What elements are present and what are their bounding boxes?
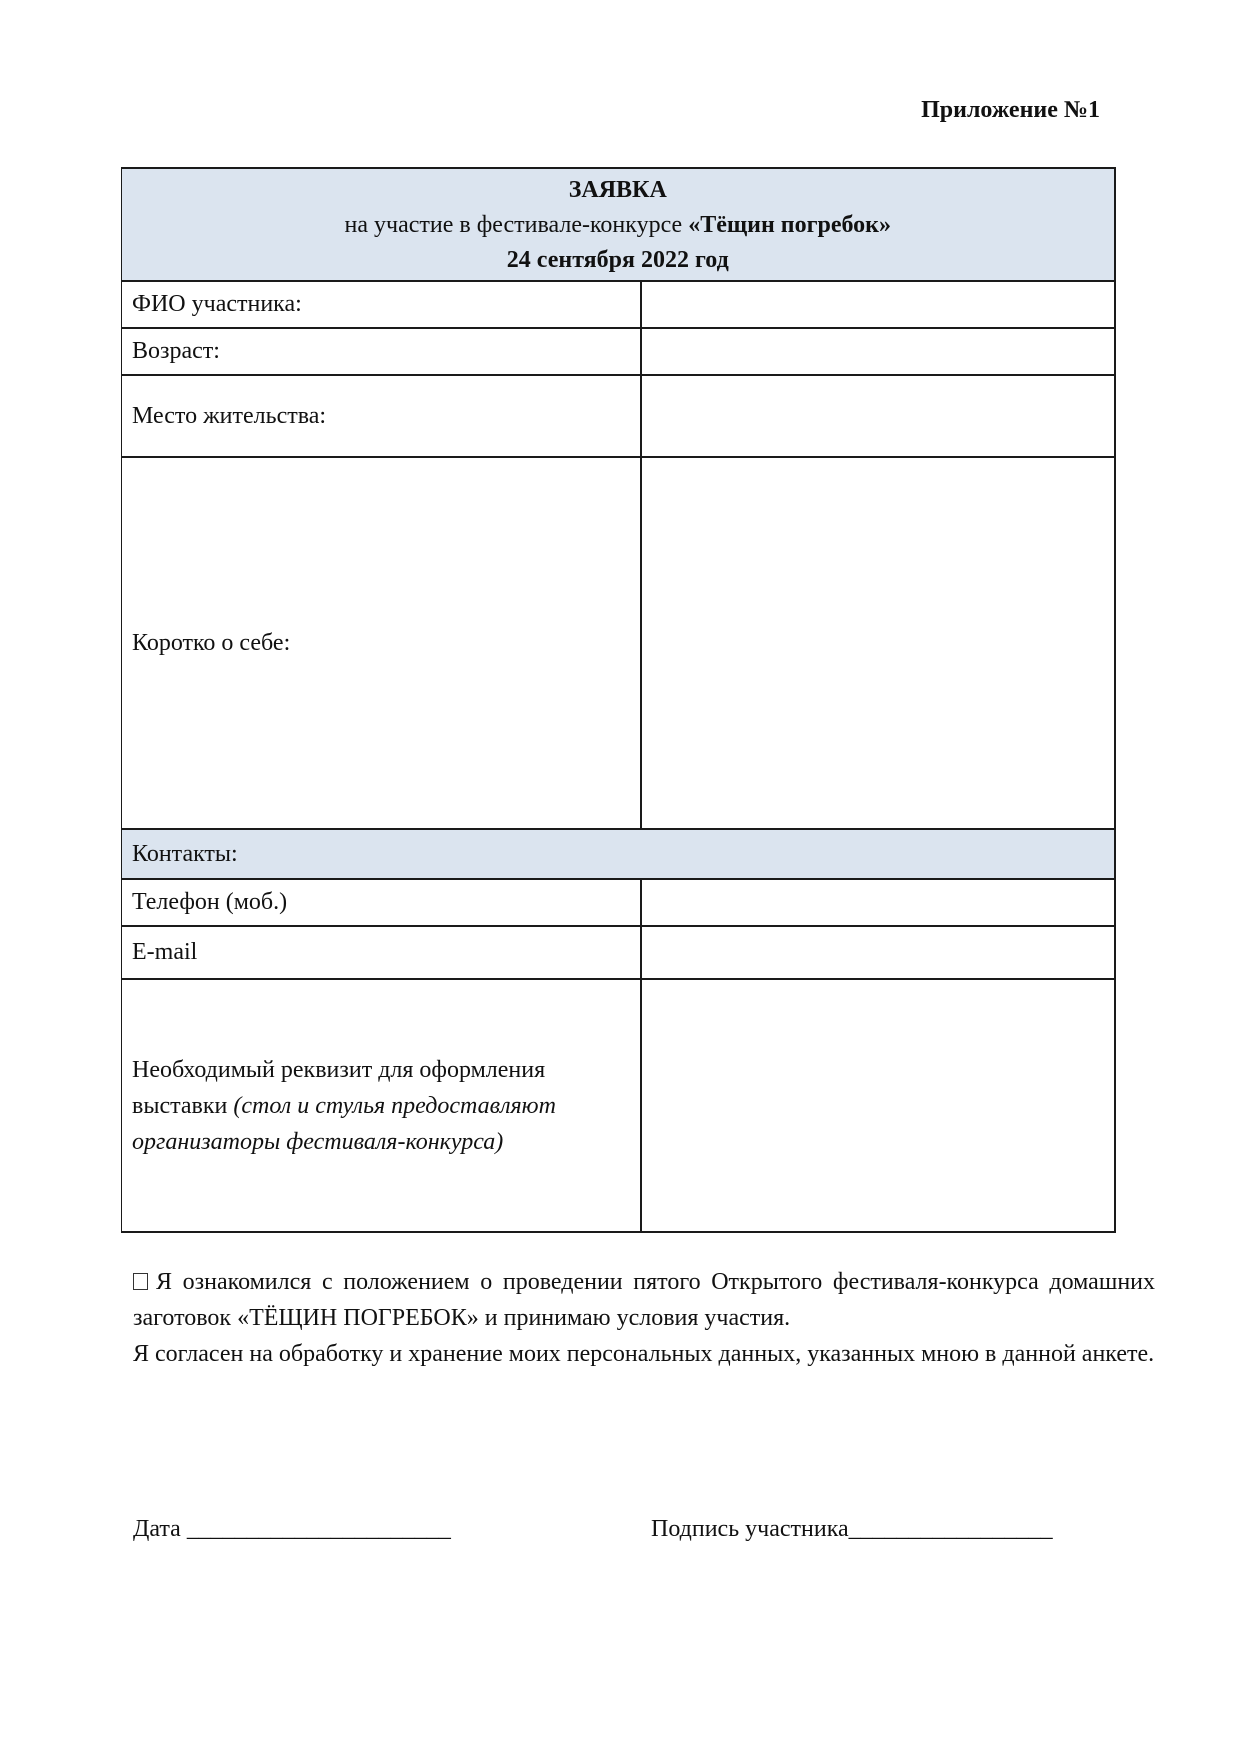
props-label-text: Необходимый реквизит для оформления выставки [132, 1056, 546, 1119]
row-phone [122, 879, 1115, 926]
email-input-cell[interactable] [641, 926, 1115, 979]
phone-label: Телефон (моб.) [122, 879, 641, 926]
age-input-cell[interactable] [641, 328, 1115, 375]
fio-label: ФИО участника: [122, 281, 641, 328]
residence-label: Место жительства: [122, 375, 641, 457]
form-subtitle [132, 208, 1104, 243]
form-title: ЗАЯВКА [568, 177, 667, 203]
about-input-cell[interactable] [641, 457, 1115, 829]
date-signature-line: Дата ______________________ [133, 1516, 451, 1542]
festival-name: «Тёщин погребок» [688, 212, 892, 238]
props-label [122, 979, 641, 1232]
residence-input-cell[interactable] [641, 375, 1115, 457]
participant-signature-line: Подпись участника_________________ [651, 1516, 1053, 1542]
row-props [122, 979, 1115, 1232]
form-header [122, 168, 1115, 281]
row-fio [122, 281, 1115, 328]
consent-agreement [133, 1264, 1155, 1336]
row-email [122, 926, 1115, 979]
row-about [122, 457, 1115, 829]
props-input-cell[interactable] [641, 979, 1115, 1232]
annex-label: Приложение №1 [921, 97, 1100, 123]
consent-data-processing: Я согласен на обработку и хранение моих персональных данных, указанных мною в данной анкете. [133, 1341, 1155, 1367]
row-contacts [122, 829, 1115, 879]
about-label: Коротко о себе: [122, 457, 641, 829]
row-residence [122, 375, 1115, 457]
form-date: 24 сентября 2022 год [506, 247, 729, 273]
email-label: E-mail [122, 926, 641, 979]
props-label-note: (стол и стулья предоставляют организаторы фестиваля-конкурса) [132, 1092, 556, 1155]
age-label: Возраст: [122, 328, 641, 375]
checkbox-icon[interactable] [133, 1273, 148, 1290]
phone-input-cell[interactable] [641, 879, 1115, 926]
form-subtitle-text: на участие в фестивале-конкурсе [344, 212, 689, 238]
consent-block [133, 1264, 1155, 1372]
contacts-section-label: Контакты: [122, 829, 1115, 879]
consent-agreement-text: Я ознакомился с положением о проведении пятого Открытого фестиваля-конкурса домашних заготовок «ТЁЩИН ПОГРЕБОК» и принимаю условия участия. [133, 1269, 1155, 1331]
fio-input-cell[interactable] [641, 281, 1115, 328]
application-form-table [121, 167, 1116, 1233]
row-age [122, 328, 1115, 375]
